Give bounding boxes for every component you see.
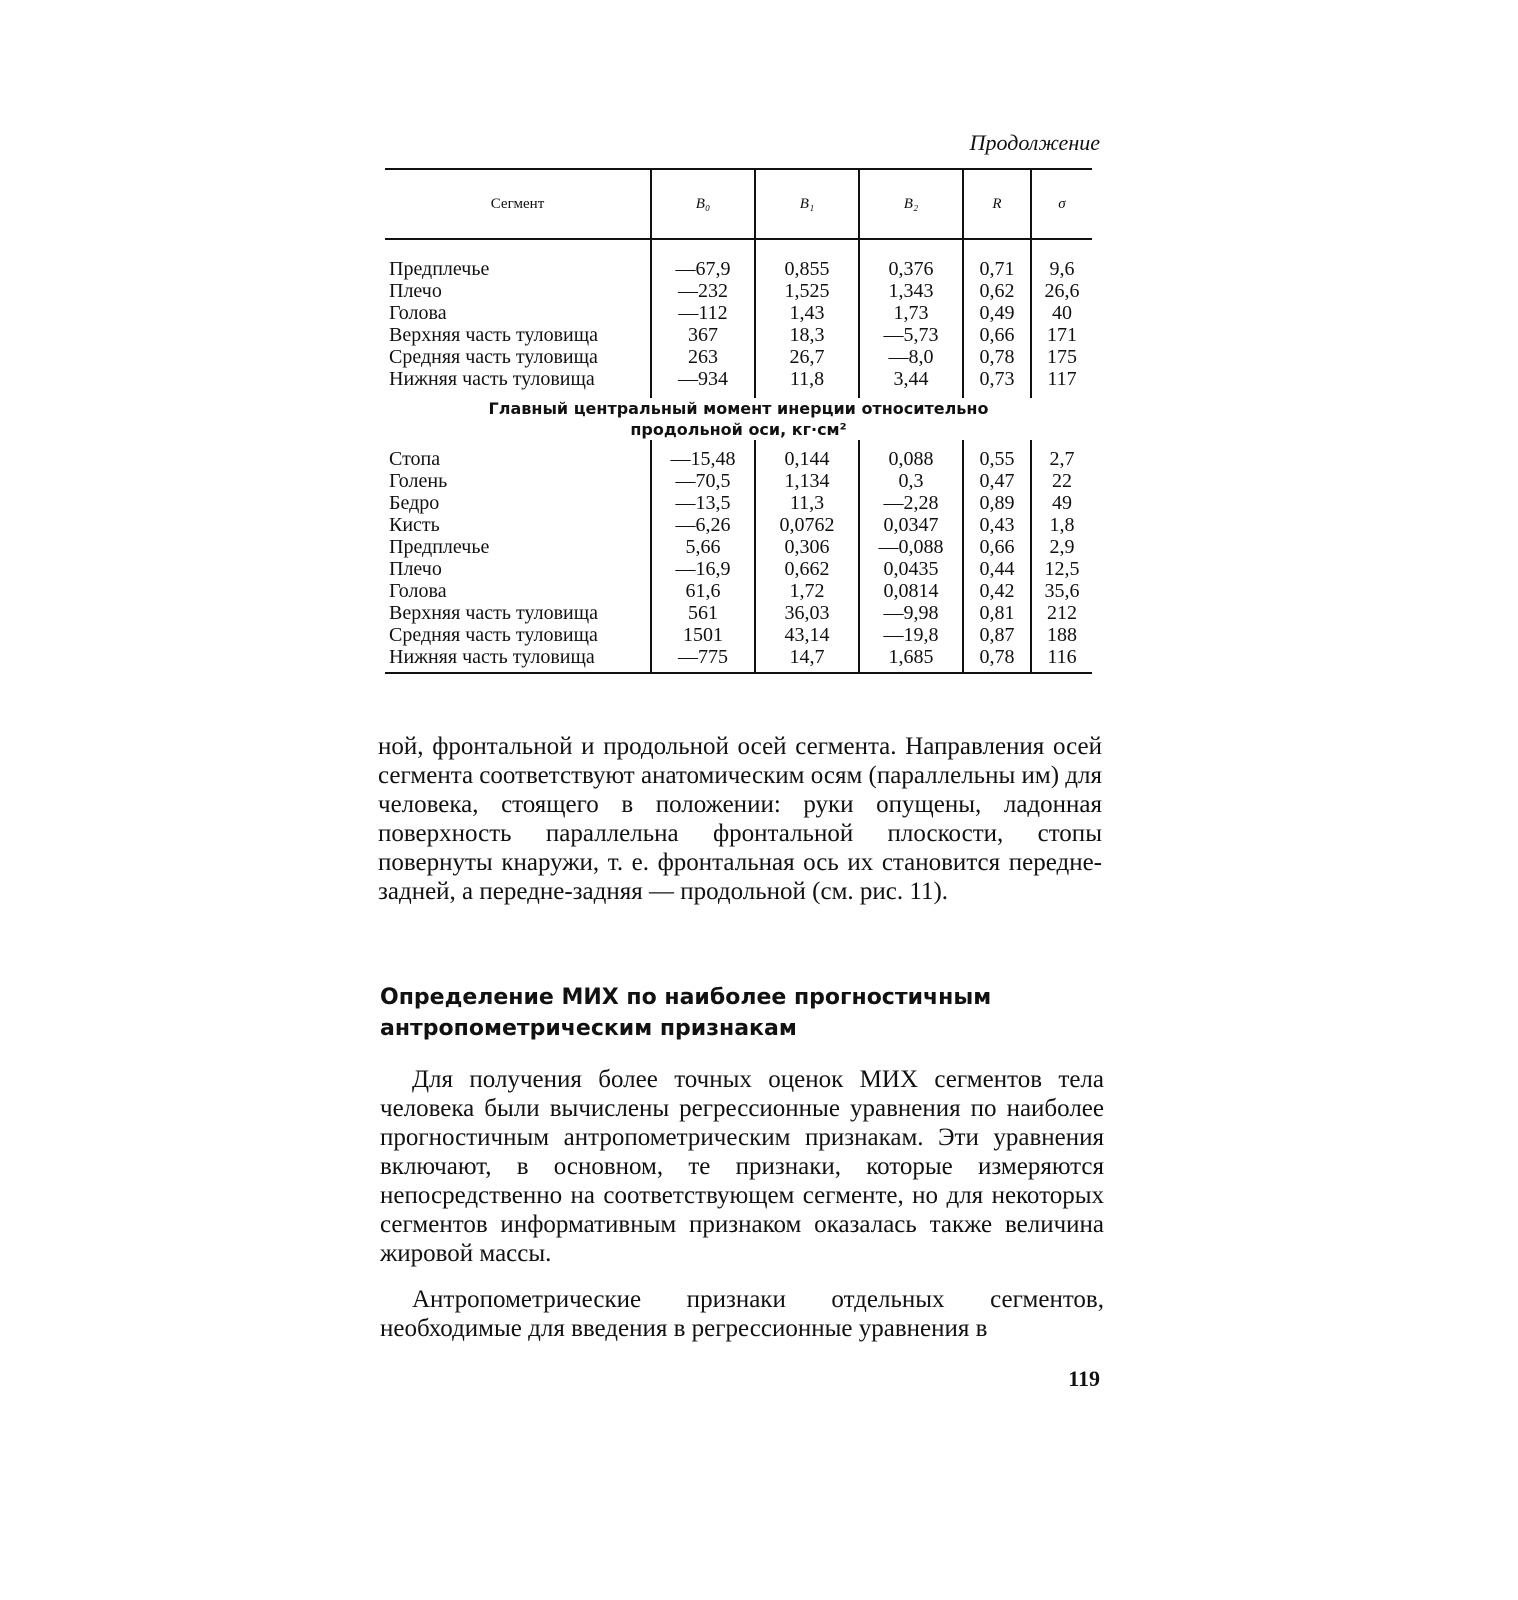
segment-name-cell: Средняя часть туловища bbox=[389, 624, 598, 646]
value-cell: 0,42 bbox=[963, 580, 1031, 602]
value-cell: —5,73 bbox=[859, 324, 963, 346]
segment-name-cell: Нижняя часть туловища bbox=[389, 646, 595, 668]
value-cell: 2,9 bbox=[1031, 536, 1092, 558]
value-cell: 1,134 bbox=[755, 470, 859, 492]
value-cell: 561 bbox=[651, 602, 755, 624]
value-cell: 0,44 bbox=[963, 558, 1031, 580]
value-cell: 188 bbox=[1031, 624, 1092, 646]
section-heading: Определение МИХ по наиболее прогностичным антропометрическим признакам bbox=[380, 985, 992, 1041]
paragraph-1: Для получения более точных оценок МИХ сегментов тела человека были вычислены регрессионные уравнения по наиболее прогностичным антропометрическим признакам. Эти уравнения включают, в основном, те признаки, которые измеряются непосредственно на соответствующем сегменте, но для некоторых сегментов информативным признаком оказалась также величина жировой массы. bbox=[380, 1066, 1104, 1267]
table-subheading bbox=[385, 398, 1092, 440]
table-row bbox=[385, 624, 1092, 646]
value-cell: 263 bbox=[651, 346, 755, 368]
table-row bbox=[385, 440, 1092, 470]
value-cell: 18,3 bbox=[755, 324, 859, 346]
value-cell: 14,7 bbox=[755, 646, 859, 673]
segment-name-cell: Голень bbox=[389, 470, 448, 492]
value-cell: —0,088 bbox=[859, 536, 963, 558]
value-cell: 1,8 bbox=[1031, 514, 1092, 536]
value-cell: —67,9 bbox=[651, 239, 755, 280]
value-cell: 367 bbox=[651, 324, 755, 346]
value-cell: 0,0435 bbox=[859, 558, 963, 580]
value-cell: 1,72 bbox=[755, 580, 859, 602]
value-cell: 35,6 bbox=[1031, 580, 1092, 602]
table-row bbox=[385, 580, 1092, 602]
value-cell: —6,26 bbox=[651, 514, 755, 536]
header-b1: B₁ bbox=[755, 169, 859, 239]
paragraph-2: Антропометрические признаки отдельных сегментов, необходимые для введения в регрессионные уравнения в bbox=[380, 1286, 1104, 1342]
segment-name-cell: Плечо bbox=[389, 280, 442, 302]
table-row bbox=[385, 646, 1092, 673]
value-cell: —2,28 bbox=[859, 492, 963, 514]
value-cell: —19,8 bbox=[859, 624, 963, 646]
value-cell: 3,44 bbox=[859, 368, 963, 398]
table bbox=[385, 168, 1092, 674]
subheading-line-2: продольной оси, кг·см² bbox=[630, 420, 847, 439]
value-cell: 26,6 bbox=[1031, 280, 1092, 302]
value-cell: 0,088 bbox=[859, 440, 963, 470]
value-cell: —775 bbox=[651, 646, 755, 673]
value-cell: —9,98 bbox=[859, 602, 963, 624]
segment-name-cell: Предплечье bbox=[389, 536, 490, 558]
value-cell: 0,43 bbox=[963, 514, 1031, 536]
table-row bbox=[385, 346, 1092, 368]
value-cell: 49 bbox=[1031, 492, 1092, 514]
value-cell: 0,0347 bbox=[859, 514, 963, 536]
value-cell: 1,525 bbox=[755, 280, 859, 302]
value-cell: 0,87 bbox=[963, 624, 1031, 646]
value-cell: 116 bbox=[1031, 646, 1092, 673]
body-text: ной, фронтальной и продольной осей сегмента. Направления осей сегмента соответствуют анатомическим осям (параллельны им) для человека, стоящего в положении: руки опущены, ладонная поверхность параллельна фронтальной плоскости, стопы повернуты кнаружи, т. е. фронтальная ось их становится передне-задней, а передне-задняя — продольной (см. рис. 11). bbox=[378, 733, 1102, 905]
value-cell: 0,47 bbox=[963, 470, 1031, 492]
table-row bbox=[385, 239, 1092, 280]
table-header-row bbox=[385, 169, 1092, 239]
value-cell: 0,306 bbox=[755, 536, 859, 558]
header-segment: Сегмент bbox=[490, 196, 545, 212]
segment-name-cell: Голова bbox=[389, 302, 447, 324]
value-cell: 1,685 bbox=[859, 646, 963, 673]
regression-table bbox=[385, 168, 1092, 674]
value-cell: 1501 bbox=[651, 624, 755, 646]
value-cell: 61,6 bbox=[651, 580, 755, 602]
value-cell: —15,48 bbox=[651, 440, 755, 470]
value-cell: 43,14 bbox=[755, 624, 859, 646]
value-cell: 175 bbox=[1031, 346, 1092, 368]
table-row bbox=[385, 492, 1092, 514]
value-cell: 0,81 bbox=[963, 602, 1031, 624]
table-subheading-row bbox=[385, 398, 1092, 440]
value-cell: —70,5 bbox=[651, 470, 755, 492]
value-cell: 0,73 bbox=[963, 368, 1031, 398]
header-b0: B₀ bbox=[651, 169, 755, 239]
continued-label: Продолжение bbox=[969, 130, 1100, 155]
segment-name-cell: Верхняя часть туловища bbox=[389, 602, 598, 624]
segment-name-cell: Нижняя часть туловища bbox=[389, 368, 595, 390]
table-row bbox=[385, 602, 1092, 624]
value-cell: —13,5 bbox=[651, 492, 755, 514]
table-row bbox=[385, 302, 1092, 324]
value-cell: 1,43 bbox=[755, 302, 859, 324]
value-cell: 0,0814 bbox=[859, 580, 963, 602]
value-cell: 2,7 bbox=[1031, 440, 1092, 470]
value-cell: 212 bbox=[1031, 602, 1092, 624]
segment-name-cell: Верхняя часть туловища bbox=[389, 324, 598, 346]
value-cell: 0,144 bbox=[755, 440, 859, 470]
segment-name-cell: Стопа bbox=[389, 448, 441, 470]
value-cell: —112 bbox=[651, 302, 755, 324]
table-row bbox=[385, 280, 1092, 302]
value-cell: 0,78 bbox=[963, 346, 1031, 368]
value-cell: 1,343 bbox=[859, 280, 963, 302]
value-cell: 0,376 bbox=[859, 239, 963, 280]
value-cell: 0,855 bbox=[755, 239, 859, 280]
value-cell: 0,66 bbox=[963, 324, 1031, 346]
value-cell: 0,662 bbox=[755, 558, 859, 580]
segment-name-cell: Бедро bbox=[389, 492, 440, 514]
table-row bbox=[385, 470, 1092, 492]
value-cell: 5,66 bbox=[651, 536, 755, 558]
value-cell: 0,0762 bbox=[755, 514, 859, 536]
table-section-2 bbox=[385, 440, 1092, 673]
value-cell: 36,03 bbox=[755, 602, 859, 624]
table-row bbox=[385, 514, 1092, 536]
subheading-line-1: Главный центральный момент инерции относительно bbox=[488, 399, 989, 418]
value-cell: —232 bbox=[651, 280, 755, 302]
value-cell: 171 bbox=[1031, 324, 1092, 346]
table-section-1 bbox=[385, 239, 1092, 398]
table-subheading-group bbox=[385, 398, 1092, 440]
value-cell: 0,71 bbox=[963, 239, 1031, 280]
value-cell: 26,7 bbox=[755, 346, 859, 368]
header-r: R bbox=[963, 169, 1031, 239]
value-cell: 0,55 bbox=[963, 440, 1031, 470]
table-row bbox=[385, 368, 1092, 398]
segment-name-cell: Предплечье bbox=[389, 258, 490, 280]
value-cell: 11,8 bbox=[755, 368, 859, 398]
segment-name-cell: Средняя часть туловища bbox=[389, 346, 598, 368]
value-cell: 0,3 bbox=[859, 470, 963, 492]
value-cell: 0,49 bbox=[963, 302, 1031, 324]
page-number: 119 bbox=[1068, 1366, 1100, 1391]
value-cell: 0,78 bbox=[963, 646, 1031, 673]
table-row bbox=[385, 324, 1092, 346]
value-cell: 12,5 bbox=[1031, 558, 1092, 580]
value-cell: 1,73 bbox=[859, 302, 963, 324]
value-cell: 22 bbox=[1031, 470, 1092, 492]
value-cell: —8,0 bbox=[859, 346, 963, 368]
segment-name-cell: Кисть bbox=[389, 514, 440, 536]
header-sigma: σ bbox=[1031, 169, 1092, 239]
value-cell: 9,6 bbox=[1031, 239, 1092, 280]
value-cell: 11,3 bbox=[755, 492, 859, 514]
value-cell: 0,89 bbox=[963, 492, 1031, 514]
value-cell: 0,66 bbox=[963, 536, 1031, 558]
value-cell: —934 bbox=[651, 368, 755, 398]
value-cell: —16,9 bbox=[651, 558, 755, 580]
header-b2: B₂ bbox=[859, 169, 963, 239]
value-cell: 0,62 bbox=[963, 280, 1031, 302]
value-cell: 117 bbox=[1031, 368, 1092, 398]
segment-name-cell: Плечо bbox=[389, 558, 442, 580]
value-cell: 40 bbox=[1031, 302, 1092, 324]
segment-name-cell: Голова bbox=[389, 580, 447, 602]
table-row bbox=[385, 558, 1092, 580]
table-row bbox=[385, 536, 1092, 558]
